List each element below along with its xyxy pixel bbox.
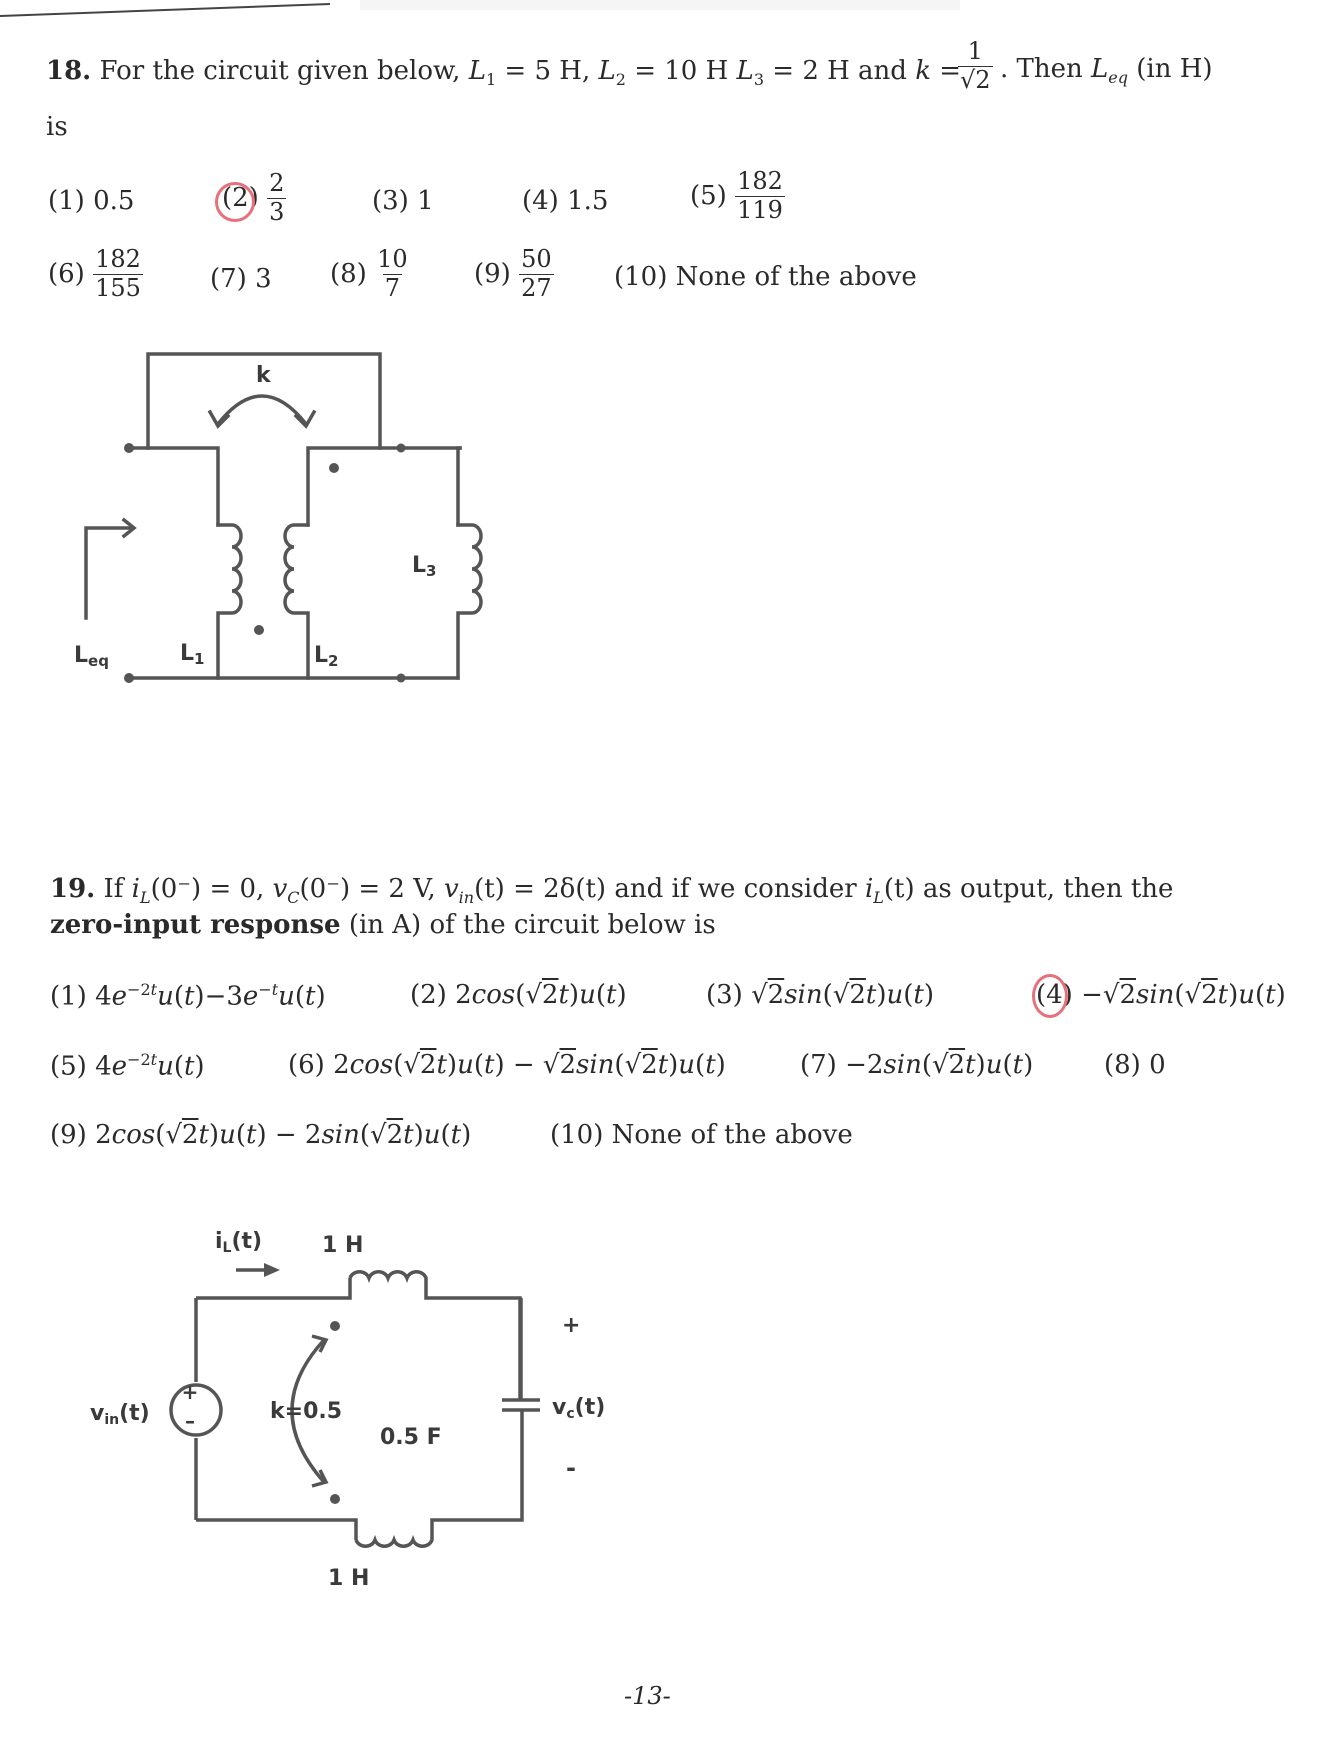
q19-option-7[interactable]: (7) −2sin(√2t)u(t) — [800, 1050, 1034, 1080]
cap-plus: + — [562, 1313, 581, 1338]
source-plus: + — [181, 1380, 199, 1404]
capacitor-label: 0.5 F — [380, 1425, 442, 1450]
q19-option-9[interactable]: (9) 2cos(√2t)u(t) − 2sin(√2t)u(t) — [50, 1120, 472, 1150]
q18-option-2[interactable]: (2) $\frac{2}{3}$ — [222, 169, 285, 226]
q18-statement-tail: . Then $L_{eq}$ (in H) — [1000, 54, 1213, 88]
l1-dot — [254, 625, 264, 635]
q18-option-7[interactable]: (7) 3 — [210, 264, 272, 294]
terminal-top — [124, 443, 134, 453]
q18-option-4[interactable]: (4) 1.5 — [522, 186, 609, 216]
coupling-label: k=0.5 — [270, 1399, 343, 1424]
svg-text:Leq: Leq — [74, 643, 109, 670]
q19-circuit-diagram — [80, 1200, 640, 1590]
q18-option-1[interactable]: (1) 0.5 — [48, 186, 135, 216]
q18-option-9[interactable]: (9) $\frac{50}{27}$ — [474, 245, 552, 302]
q18-option-5[interactable]: (5) $\frac{182}{119}$ — [690, 167, 783, 224]
q18-option-10[interactable]: (10) None of the above — [614, 262, 917, 292]
svg-text:L1: L1 — [180, 641, 205, 668]
cap-minus: - — [566, 1454, 576, 1482]
answer-circle-q19 — [1032, 974, 1068, 1018]
q19-option-5[interactable]: (5) $4e^{-2t}u(t)$ — [50, 1050, 205, 1082]
q19-option-2[interactable]: (2) 2cos(√2t)u(t) — [410, 980, 627, 1010]
q18-number: 18. — [46, 56, 92, 86]
scan-edge — [0, 0, 1320, 20]
q19-number: 19. — [50, 874, 96, 904]
q18-option-6[interactable]: (6) $\frac{182}{155}$ — [48, 245, 141, 302]
svg-text:L3: L3 — [412, 553, 437, 580]
q19-option-1[interactable]: (1) $4e^{-2t}u(t)-3e^{-t}u(t)$ — [50, 980, 326, 1012]
k-fraction: $\frac{1}{√2}$ — [960, 37, 991, 94]
terminal-bottom — [124, 673, 134, 683]
l2-dot — [329, 463, 339, 473]
q18-option-8[interactable]: (8) $\frac{10}{7}$ — [330, 245, 408, 302]
bottom-inductor-dot — [330, 1494, 340, 1504]
q18-option-3[interactable]: (3) 1 — [372, 186, 434, 216]
answer-circle-q18 — [215, 182, 255, 222]
page-number: -13- — [624, 1682, 671, 1710]
q19-option-4[interactable]: (4) −√2sin(√2t)u(t) — [1036, 980, 1286, 1010]
q19-option-8[interactable]: (8) 0 — [1104, 1050, 1166, 1080]
top-inductor-dot — [330, 1321, 340, 1331]
q19-statement-line2: zero-input response (in A) of the circuit below is — [50, 910, 716, 940]
q19-option-10[interactable]: (10) None of the above — [550, 1120, 853, 1150]
svg-text:L2: L2 — [314, 643, 339, 670]
q18-circuit-diagram — [60, 340, 520, 690]
q19-option-3[interactable]: (3) √2sin(√2t)u(t) — [706, 980, 935, 1010]
q18-statement: 18. For the circuit given below, $L_1 = 5$ H, $L_2 = 10$ H $L_3 = 2$ H and k = — [46, 56, 962, 90]
bottom-inductor-label: 1 H — [328, 1566, 370, 1590]
svg-text:k: k — [256, 363, 271, 388]
svg-text:vin(t): vin(t) — [90, 1401, 150, 1428]
svg-text:vc(t): vc(t) — [552, 1395, 606, 1422]
q18-statement-line2: is — [46, 112, 68, 142]
top-inductor-label: 1 H — [322, 1233, 364, 1258]
svg-text:iL(t): iL(t) — [215, 1229, 263, 1256]
source-minus: – — [185, 1409, 195, 1433]
q19-option-6[interactable]: (6) 2cos(√2t)u(t) − √2sin(√2t)u(t) — [288, 1050, 726, 1080]
q19-statement-line1: 19. If $i_L(0^-) = 0$, $v_C(0^-) = 2$ V, $v_{in}(t) = 2\delta(t)$ and if we consider $i_L(t)$ as output, then the — [50, 874, 1174, 908]
